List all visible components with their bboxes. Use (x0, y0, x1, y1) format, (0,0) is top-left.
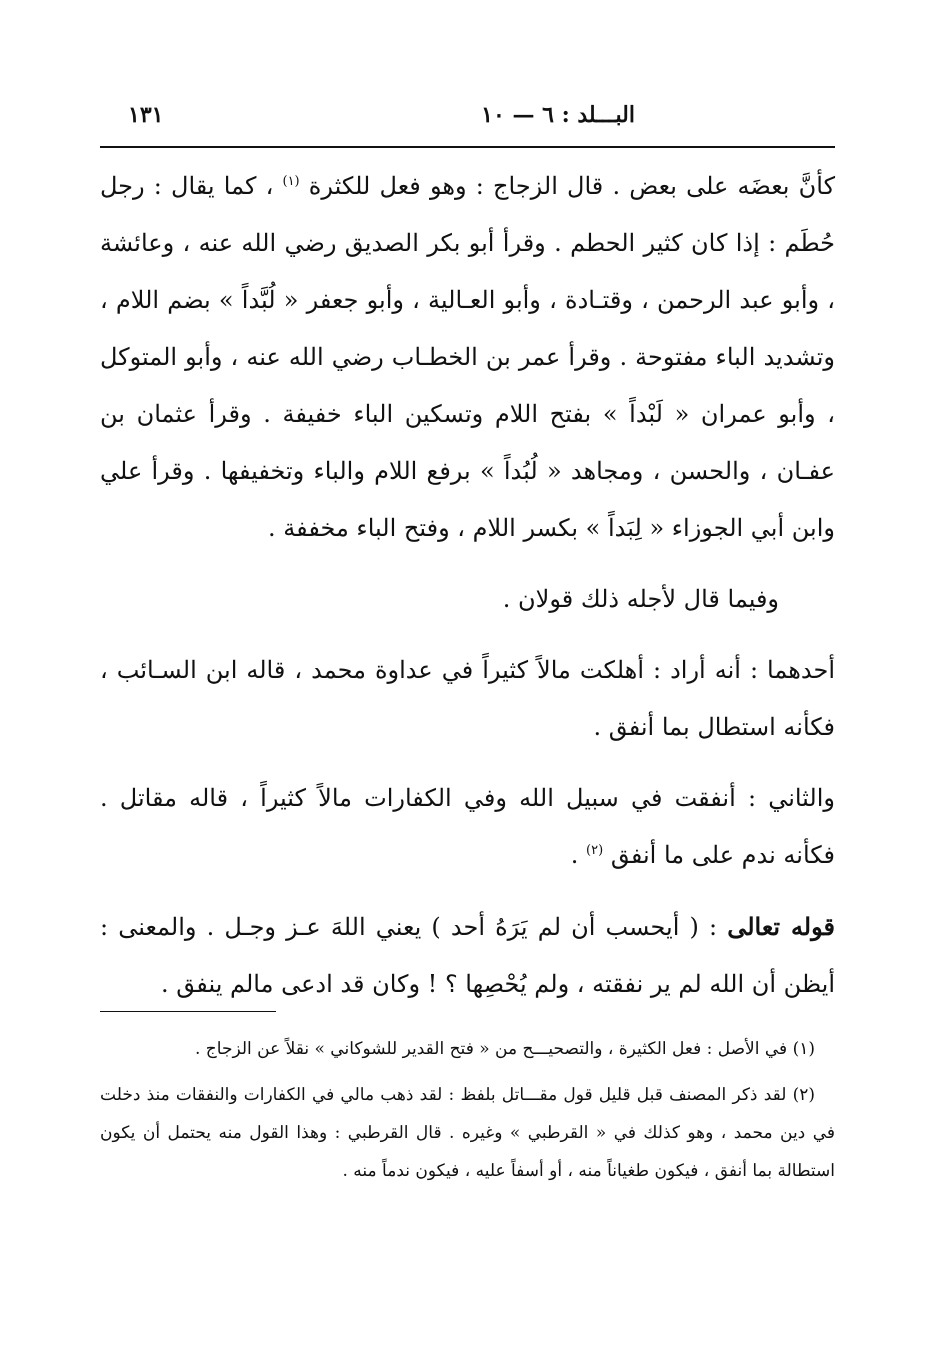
footnote-ref-2: (٢) (586, 843, 604, 858)
footnote-1: (١) في الأصل : فعل الكثيرة ، والتصحيـــح من « فتح القدير للشوكاني » نقلاً عن الزجاج . (194, 1039, 815, 1059)
footnote-2: (٢) لقد ذكر المصنف قبل قليل قول مقـــاتل بلفظ : لقد ذهب مالي في الكفارات والنفقات منذ دخلت في دين محمد ، وهو كذلك في « القرطبي » وغيره . قال القرطبي : وهذا القول منه يحتمل أن يكون استطالة بما أنفق ، فيكون طغياناً منه ، أو أسفاً عليه ، فيكون ندماً منه . (100, 1085, 835, 1181)
paragraph-text: أحدهما : أنه أراد : أهلكت مالاً كثيراً في عداوة محمد ، قاله ابن السـائب ، فكأنه استطال بما أنفق . (100, 656, 835, 741)
paragraph-text-continued: . (570, 841, 587, 869)
footnote-ref-1: (١) (282, 174, 300, 189)
running-title: البـــلد : ٦ — ١٠ (481, 102, 635, 128)
paragraph-second-view (100, 770, 835, 884)
paragraph-text: والثاني : أنفقت في سبيل الله وفي الكفارات مالاً كثيراً ، قاله مقاتل . فكأنه ندم على ما أنفق (100, 784, 835, 869)
verse-lead: قوله تعالى (727, 912, 835, 941)
footnote-rule (100, 1011, 276, 1012)
page-number: ١٣١ (128, 102, 164, 128)
running-header (100, 96, 835, 136)
paragraph-verse-commentary (100, 898, 835, 1013)
paragraph-text: : ( أيحسب أن لم يَرَهُ أحد ) يعني اللهَ عـز وجـل . والمعنى : أيظن أن الله لم ير نفقته ، ولم يُحْصِها ؟ ! وكان قد ادعى مالم ينفق . (100, 913, 835, 998)
main-text (100, 158, 835, 1013)
paragraph-text: كأنَّ بعضَه على بعض . قال الزجاج : وهو فعل للكثرة (299, 172, 835, 200)
paragraph-first-view (100, 642, 835, 756)
paragraph-two-views (100, 571, 835, 628)
book-page (100, 0, 835, 1367)
paragraph-readings (100, 158, 835, 557)
paragraph-text: وفيما قال لأجله ذلك قولان . (502, 585, 779, 613)
paragraph-text-continued: ، كما يقال : رجل حُطَم : إذا كان كثير الحطم . وقرأ أبو بكر الصديق رضي الله عنه ، وعائشة ، وأبو عبد الرحمن ، وقتـادة ، وأبو العـالية ، وأبو جعفر « لُبَّداً » بضم اللام ، وتشديد الباء مفتوحة . وقرأ عمر بن الخطـاب رضي الله عنه ، وأبو المتوكل ، وأبو عمران « لَبْداً » بفتح اللام وتسكين الباء خفيفة . وقرأ عثمان بن عفـان ، والحسن ، ومجاهد « لُبُداً » برفع اللام والباء وتخفيفها . وقرأ علي وابن أبي الجوزاء « لِبَداً » بكسر اللام ، وفتح الباء مخففة . (100, 172, 835, 542)
header-rule (100, 146, 835, 148)
footnotes (100, 1030, 835, 1190)
